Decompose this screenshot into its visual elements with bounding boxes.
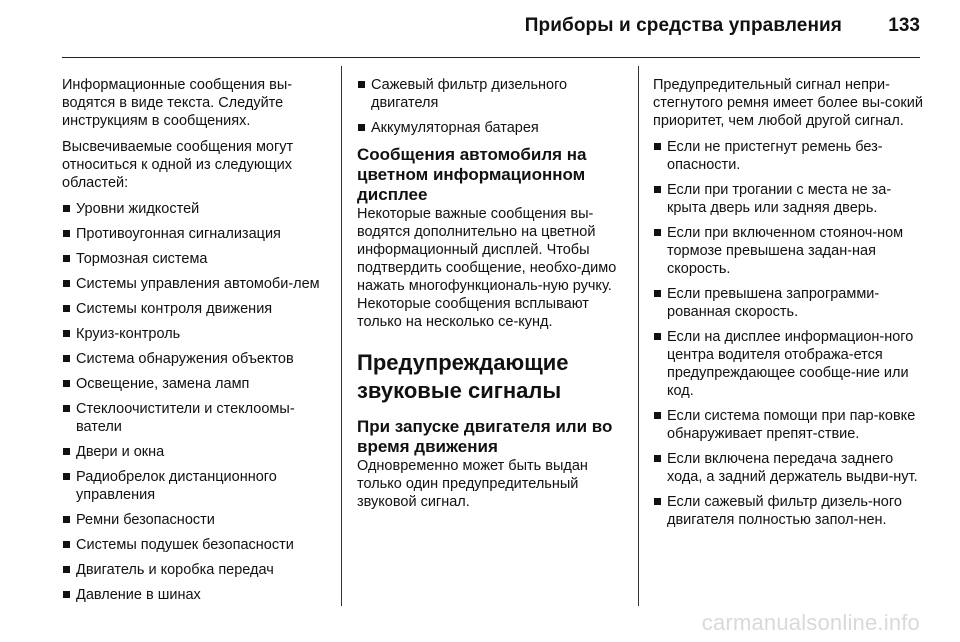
bullet-icon bbox=[63, 330, 70, 337]
list-item: Системы подушек безопасности bbox=[62, 536, 327, 554]
bullet-icon bbox=[63, 380, 70, 387]
list-item: Круиз-контроль bbox=[62, 325, 327, 343]
header-rule bbox=[62, 57, 920, 58]
list-item: Если включена передача заднего хода, а задний держатель выдви-нут. bbox=[653, 450, 923, 486]
list-item: Двигатель и коробка передач bbox=[62, 561, 327, 579]
bullet-icon bbox=[63, 205, 70, 212]
subsection-heading: При запуске двигателя или во время движения bbox=[357, 417, 613, 456]
page-title: Приборы и средства управления bbox=[524, 15, 842, 36]
list-item: Системы управления автомоби-лем bbox=[62, 275, 327, 293]
section-paragraph: Некоторые важные сообщения вы-водятся дополнительно на цветной информационный дисплей. Чтобы подтвердить сообщение, необхо-димо нажать многофункциональ-ную ручку. Некоторые сообщения всплывают только на несколько се-кунд. bbox=[357, 206, 617, 330]
column-2 bbox=[357, 76, 625, 519]
areas-intro-paragraph: Высвечиваемые сообщения могут относиться к одной из следующих областей: bbox=[62, 139, 294, 191]
list-item: Уровни жидкостей bbox=[62, 200, 327, 218]
section-heading: Сообщения автомобиля на цветном информационном дисплее bbox=[357, 145, 587, 204]
list-item: Если превышена запрограмми-рованная скорость. bbox=[653, 285, 923, 321]
list-item: Тормозная система bbox=[62, 250, 327, 268]
list-item: Аккумуляторная батарея bbox=[357, 119, 625, 137]
chapter-heading: Предупреждающие звуковые сигналы bbox=[357, 350, 569, 403]
page-header bbox=[0, 0, 960, 60]
list-item: Противоугонная сигнализация bbox=[62, 225, 327, 243]
bullet-icon bbox=[358, 124, 365, 131]
bullet-icon bbox=[63, 516, 70, 523]
bullet-icon bbox=[654, 412, 661, 419]
bullet-icon bbox=[63, 305, 70, 312]
areas-list bbox=[62, 200, 327, 604]
bullet-icon bbox=[63, 405, 70, 412]
list-item: Ремни безопасности bbox=[62, 511, 327, 529]
areas-list-continued bbox=[357, 76, 625, 137]
column-1 bbox=[62, 76, 327, 612]
list-item: Если на дисплее информацион-ного центра водителя отобража-ется предупреждающее сообще-ние или код. bbox=[653, 328, 923, 400]
intro-paragraph: Информационные сообщения вы-водятся в виде текста. Следуйте инструкциям в сообщениях. bbox=[62, 77, 293, 129]
bullet-icon bbox=[63, 448, 70, 455]
list-item: Давление в шинах bbox=[62, 586, 327, 604]
list-item: Если система помощи при пар-ковке обнаруживает препят-ствие. bbox=[653, 407, 923, 443]
warning-conditions-list bbox=[653, 138, 923, 529]
list-item: Стеклоочистители и стеклоомы-ватели bbox=[62, 400, 327, 436]
bullet-icon bbox=[654, 455, 661, 462]
list-item: Система обнаружения объектов bbox=[62, 350, 327, 368]
bullet-icon bbox=[654, 143, 661, 150]
list-item: Освещение, замена ламп bbox=[62, 375, 327, 393]
column-divider bbox=[341, 66, 342, 606]
bullet-icon bbox=[63, 473, 70, 480]
list-item: Если при трогании с места не за-крыта дверь или задняя дверь. bbox=[653, 181, 923, 217]
priority-paragraph: Предупредительный сигнал непри-стегнутого ремня имеет более вы-сокий приоритет, чем любой другой сигнал. bbox=[653, 77, 923, 129]
bullet-icon bbox=[63, 230, 70, 237]
bullet-icon bbox=[63, 591, 70, 598]
bullet-icon bbox=[654, 290, 661, 297]
bullet-icon bbox=[63, 255, 70, 262]
bullet-icon bbox=[63, 541, 70, 548]
column-divider bbox=[638, 66, 639, 606]
list-item: Если не пристегнут ремень без-опасности. bbox=[653, 138, 923, 174]
list-item: Сажевый фильтр дизельного двигателя bbox=[357, 76, 625, 112]
bullet-icon bbox=[63, 280, 70, 287]
list-item: Если при включенном стояноч-ном тормозе превышена задан-ная скорость. bbox=[653, 224, 923, 278]
list-item: Радиобрелок дистанционного управления bbox=[62, 468, 327, 504]
watermark: carmanualsonline.info bbox=[701, 610, 920, 635]
column-3 bbox=[653, 76, 923, 537]
list-item: Системы контроля движения bbox=[62, 300, 327, 318]
page-number: 133 bbox=[888, 15, 920, 36]
bullet-icon bbox=[63, 566, 70, 573]
bullet-icon bbox=[654, 186, 661, 193]
bullet-icon bbox=[654, 498, 661, 505]
subsection-paragraph: Одновременно может быть выдан только один предупредительный звуковой сигнал. bbox=[357, 458, 588, 510]
list-item: Двери и окна bbox=[62, 443, 327, 461]
bullet-icon bbox=[358, 81, 365, 88]
bullet-icon bbox=[63, 355, 70, 362]
bullet-icon bbox=[654, 333, 661, 340]
list-item: Если сажевый фильтр дизель-ного двигателя полностью запол-нен. bbox=[653, 493, 923, 529]
bullet-icon bbox=[654, 229, 661, 236]
